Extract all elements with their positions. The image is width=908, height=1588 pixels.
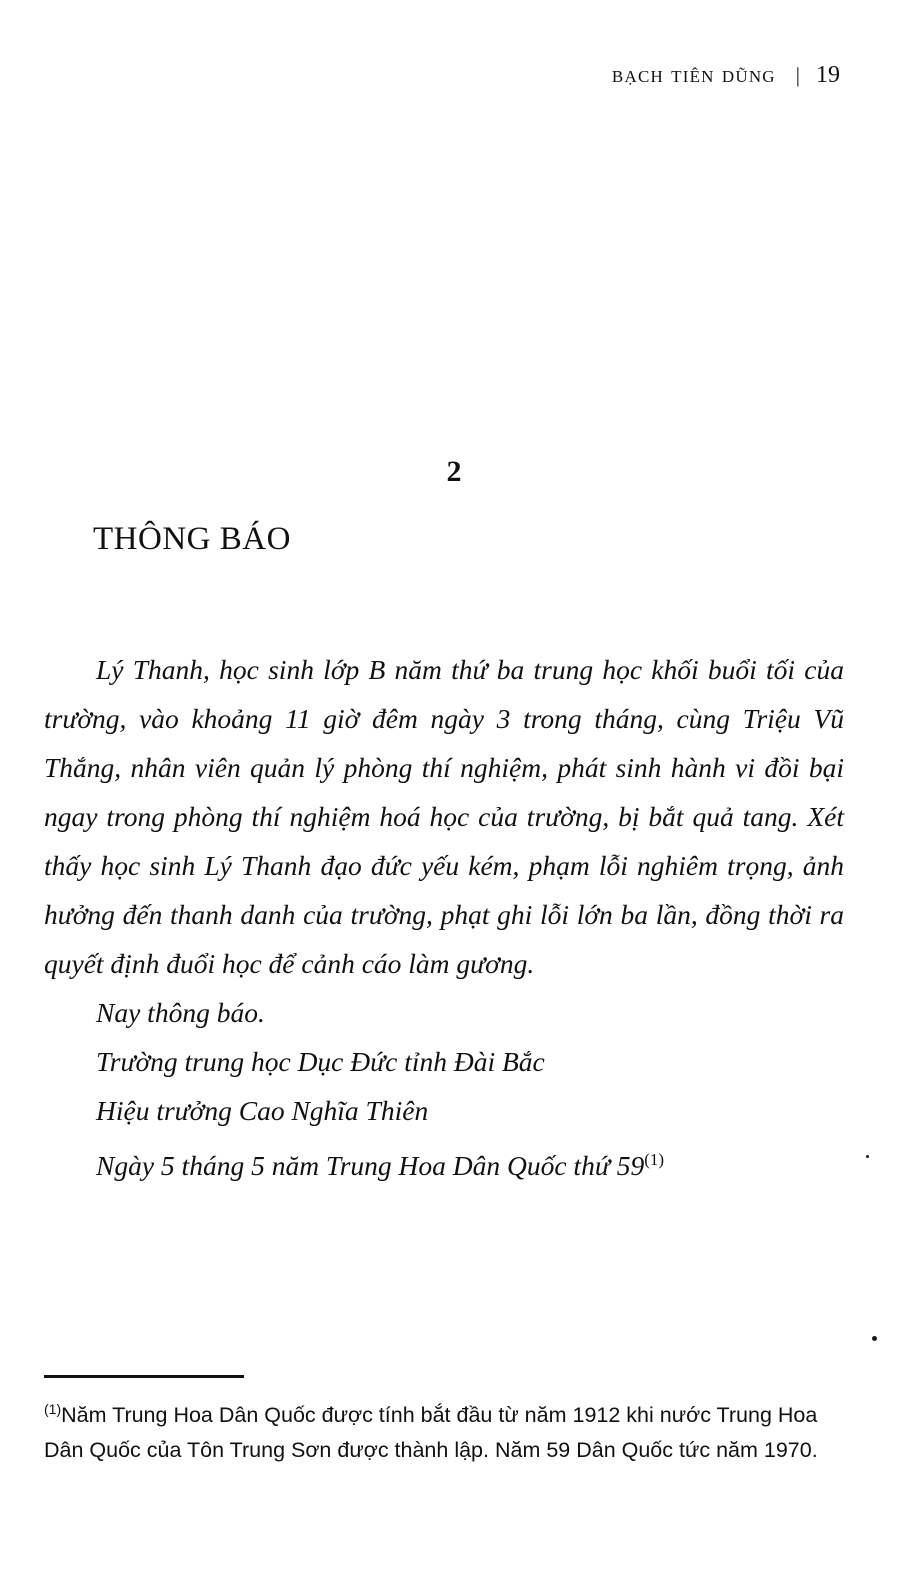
body-paragraph-5 (44, 1135, 844, 1190)
page-speck-upper (866, 1155, 869, 1158)
page-speck-lower (872, 1336, 877, 1341)
page-number: 19 (816, 62, 840, 88)
footnote-separator-rule (44, 1375, 244, 1378)
running-head-author: bạch tiên dũng (611, 62, 776, 88)
chapter-title: THÔNG BÁO (93, 521, 291, 557)
body-text (44, 645, 844, 1190)
footnote-reference-marker: (1) (644, 1150, 665, 1169)
footnote (44, 1392, 839, 1468)
body-paragraph-2: Nay thông báo. (96, 997, 265, 1028)
footnote-marker: (1) (44, 1401, 62, 1417)
body-paragraph-3: Trường trung học Dục Đức tỉnh Đài Bắc (96, 1046, 545, 1077)
running-head (612, 62, 840, 89)
body-paragraph-1: Lý Thanh, học sinh lớp B năm thứ ba trung học khối buổi tối của trường, vào khoảng 11 giờ đêm ngày 3 trong tháng, cùng Triệu Vũ Thắng, nhân viên quản lý phòng thí nghiệm, phát sinh hành vi đồi bại ngay trong phòng thí nghiệm hoá học của trường, bị bắt quả tang. Xét thấy học sinh Lý Thanh đạo đức yếu kém, phạm lỗi nghiêm trọng, ảnh hưởng đến thanh danh của trường, phạt ghi lỗi lớn ba lần, đồng thời ra quyết định đuổi học để cảnh cáo làm gương. (44, 654, 844, 979)
footnote-text: Năm Trung Hoa Dân Quốc được tính bắt đầu từ năm 1912 khi nước Trung Hoa Dân Quốc của Tôn Trung Sơn được thành lập. Năm 59 Dân Quốc tức năm 1970. (44, 1403, 818, 1463)
body-paragraph-4: Hiệu trưởng Cao Nghĩa Thiên (96, 1095, 429, 1126)
running-head-separator: | (795, 63, 800, 87)
chapter-number: 2 (446, 455, 462, 488)
body-paragraph-5-text: Ngày 5 tháng 5 năm Trung Hoa Dân Quốc thứ 59 (96, 1150, 645, 1182)
